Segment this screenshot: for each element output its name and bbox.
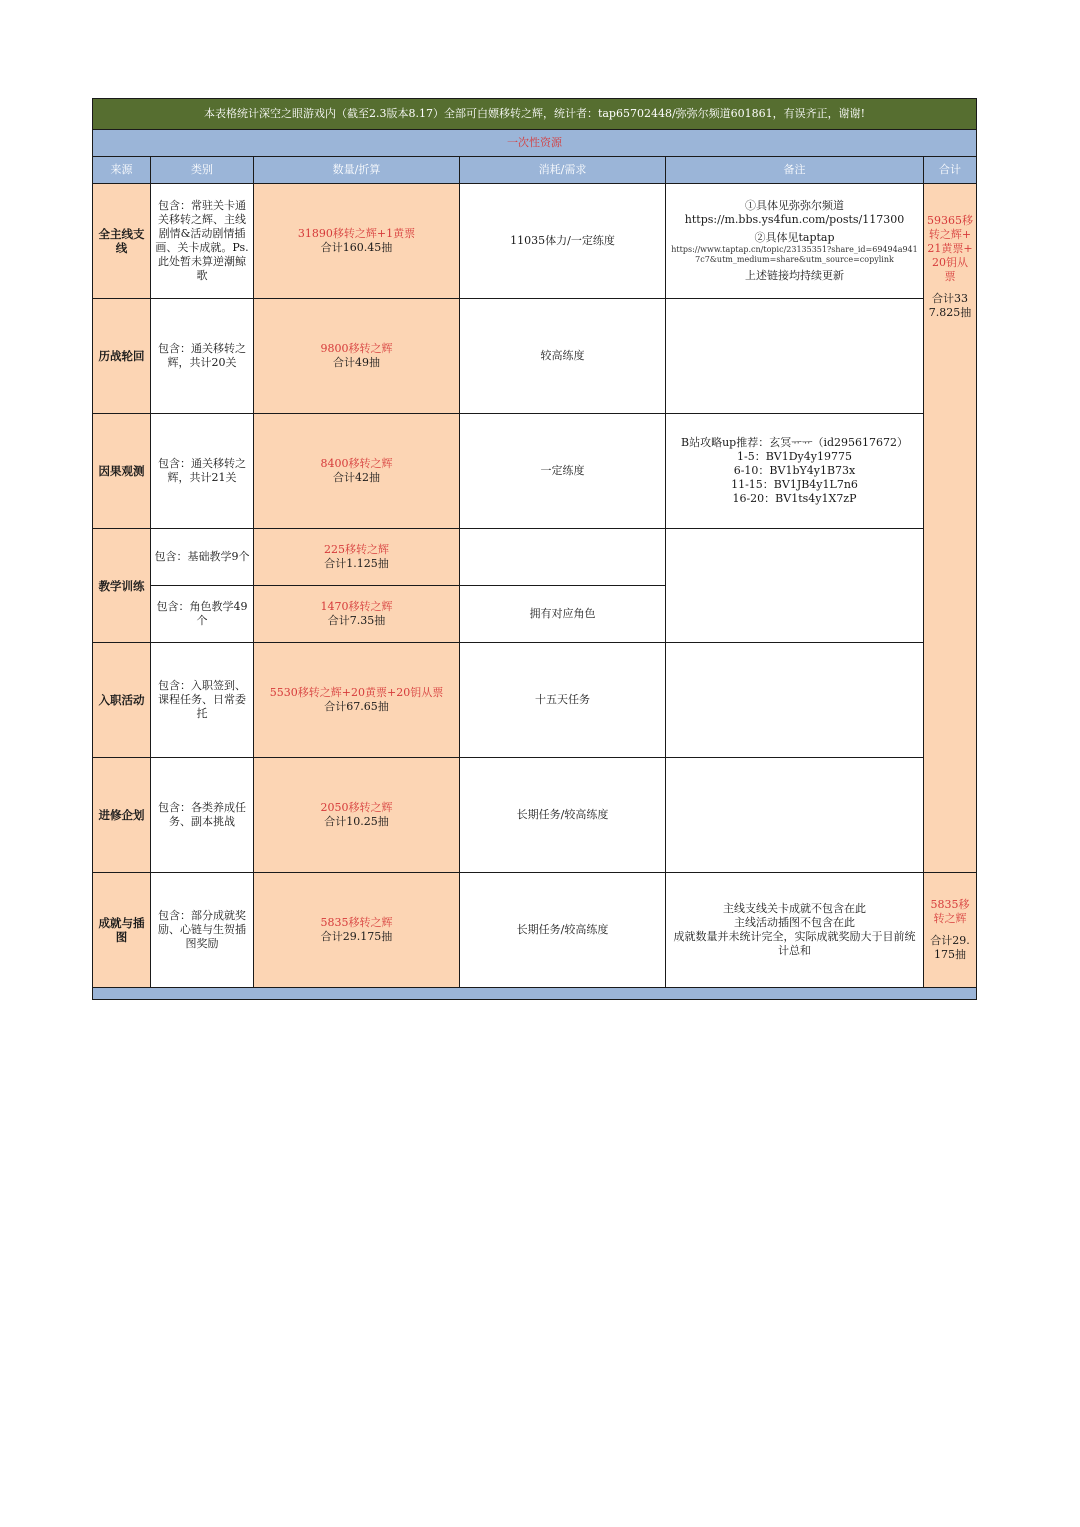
header-category: 类别 (151, 157, 254, 184)
category-cell: 包含：各类养成任务、副本挑战 (151, 758, 254, 873)
table-row (93, 529, 977, 586)
header-total: 合计 (924, 157, 977, 184)
amount-cell (254, 586, 460, 643)
amount-cell (254, 299, 460, 414)
table-row (93, 299, 977, 414)
title-row (93, 99, 977, 130)
note-line: 上述链接均持续更新 (745, 269, 844, 282)
amount-value: 8400移转之辉 (320, 457, 393, 470)
table-row (93, 414, 977, 529)
source-cell: 成就与插图 (93, 873, 151, 988)
amount-cell (254, 643, 460, 758)
table-row (93, 184, 977, 299)
note-cell (666, 299, 924, 414)
cost-cell (460, 529, 666, 586)
amount-value: 31890移转之辉+1黄票 (297, 227, 416, 240)
note-cell (666, 529, 924, 643)
table-row (93, 873, 977, 988)
amount-cell (254, 758, 460, 873)
cost-cell: 11035体力/一定练度 (460, 184, 666, 299)
amount-value: 225移转之辉 (324, 543, 389, 556)
amount-cell (254, 184, 460, 299)
category-cell: 包含：基础教学9个 (151, 529, 254, 586)
draws-value: 合计10.25抽 (324, 815, 389, 828)
footer-bar (93, 988, 977, 1000)
cost-cell: 十五天任务 (460, 643, 666, 758)
note-line: 主线活动插图不包含在此 (734, 916, 855, 929)
draws-value: 合计7.35抽 (327, 614, 386, 627)
cost-cell: 长期任务/较高练度 (460, 873, 666, 988)
cost-cell: 一定练度 (460, 414, 666, 529)
category-cell: 包含：入职签到、课程任务、日常委托 (151, 643, 254, 758)
category-cell: 包含：部分成就奖励、心链与生贺插图奖励 (151, 873, 254, 988)
sheet-title: 本表格统计深空之眼游戏内（截至2.3版本8.17）全部可白嫖移转之辉，统计者：tap65702448/弥弥尔频道601861，有误齐正，谢谢! (93, 99, 977, 130)
cost-cell: 较高练度 (460, 299, 666, 414)
category-cell: 包含：通关移转之辉，共计20关 (151, 299, 254, 414)
note-cell (666, 643, 924, 758)
note-line: ①具体见弥弥尔频道 (745, 199, 844, 212)
cost-cell: 拥有对应角色 (460, 586, 666, 643)
draws-value: 合计29.175抽 (320, 930, 393, 943)
amount-value: 1470移转之辉 (320, 600, 393, 613)
category-cell: 包含：通关移转之辉，共计21关 (151, 414, 254, 529)
amount-value: 5530移转之辉+20黄票+20钥从票 (269, 686, 444, 699)
total-amount: 59365移转之辉+21黄票+20钥从票 (927, 214, 974, 283)
total-amount: 5835移转之辉 (930, 898, 970, 925)
draws-value: 合计67.65抽 (324, 700, 389, 713)
source-cell: 全主线支线 (93, 184, 151, 299)
source-cell: 入职活动 (93, 643, 151, 758)
table-row (93, 758, 977, 873)
total-cell-achievement (924, 873, 977, 988)
draws-value: 合计1.125抽 (324, 557, 389, 570)
header-amount: 数量/折算 (254, 157, 460, 184)
source-cell: 教学训练 (93, 529, 151, 643)
total-draws: 合计29.175抽 (930, 934, 970, 961)
draws-value: 合计42抽 (333, 471, 380, 484)
note-cell (666, 414, 924, 529)
amount-value: 5835移转之辉 (320, 916, 393, 929)
resource-table (92, 98, 977, 1000)
draws-value: 合计160.45抽 (320, 241, 393, 254)
note-cell (666, 184, 924, 299)
note-line: 16-20：BV1ts4y1X7zP (732, 492, 857, 505)
draws-value: 合计49抽 (333, 356, 380, 369)
cost-cell: 长期任务/较高练度 (460, 758, 666, 873)
table-row (93, 643, 977, 758)
header-cost: 消耗/需求 (460, 157, 666, 184)
header-source: 来源 (93, 157, 151, 184)
note-line: 1-5：BV1Dy4y19775 (737, 450, 852, 463)
spreadsheet (92, 98, 976, 1000)
total-draws: 合计337.825抽 (928, 292, 972, 319)
amount-cell (254, 873, 460, 988)
source-cell: 进修企划 (93, 758, 151, 873)
footer-row (93, 988, 977, 1000)
note-line: B站攻略up推荐：玄冥ᅲᅲ（id295617672） (680, 436, 908, 449)
amount-cell (254, 529, 460, 586)
amount-value: 2050移转之辉 (320, 801, 393, 814)
note-line: 成就数量并未统计完全，实际成就奖励大于目前统计总和 (673, 930, 916, 957)
source-cell: 历战轮回 (93, 299, 151, 414)
note-cell (666, 758, 924, 873)
amount-value: 9800移转之辉 (320, 342, 393, 355)
section-row (93, 130, 977, 157)
note-cell (666, 873, 924, 988)
note-link[interactable]: https://www.taptap.cn/topic/23135351?share_id=69494a9417c7&utm_medium=share&utm_source=copylink (671, 245, 918, 264)
note-line: ②具体见taptap (754, 231, 835, 244)
source-cell: 因果观测 (93, 414, 151, 529)
note-line: 11-15：BV1JB4y1L7n6 (731, 478, 858, 491)
section-title: 一次性资源 (93, 130, 977, 157)
note-link[interactable]: https://m.bbs.ys4fun.com/posts/117300 (684, 213, 905, 226)
note-line: 主线支线关卡成就不包含在此 (723, 902, 866, 915)
header-row (93, 157, 977, 184)
category-cell: 包含：角色教学49个 (151, 586, 254, 643)
note-line: 6-10：BV1bY4y1B73x (733, 464, 856, 477)
category-cell: 包含：常驻关卡通关移转之辉、主线剧情&活动剧情插画、关卡成就。Ps.此处暂未算逆潮鲸歌 (151, 184, 254, 299)
header-note: 备注 (666, 157, 924, 184)
total-cell-main (924, 184, 977, 873)
amount-cell (254, 414, 460, 529)
